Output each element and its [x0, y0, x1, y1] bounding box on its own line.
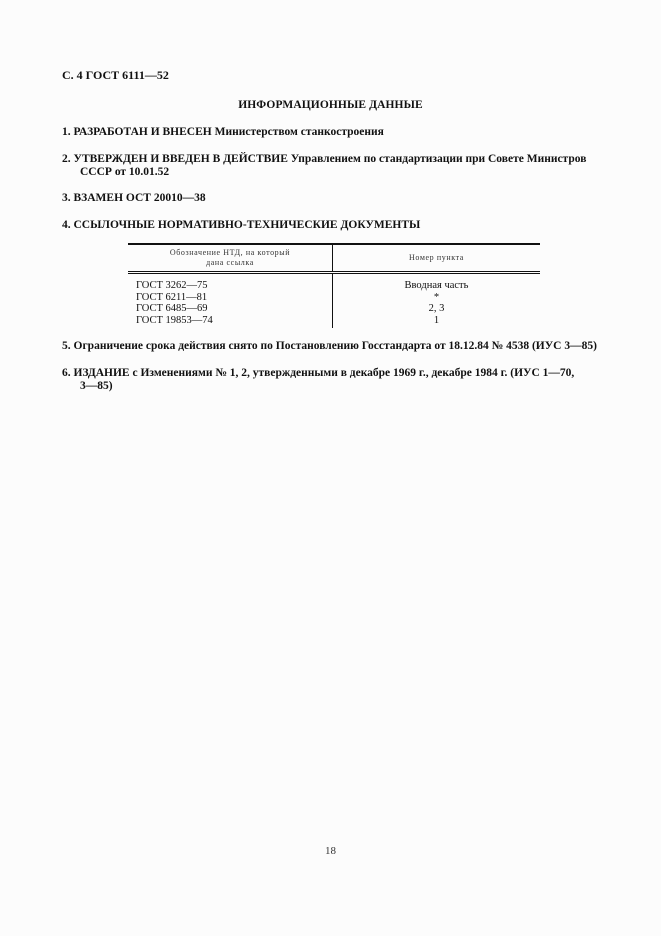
item-1-label: 1. РАЗРАБОТАН И ВНЕСЕН: [62, 126, 212, 138]
table-cell-clause: *: [433, 291, 440, 303]
table-cell-clause: Вводная часть: [404, 280, 469, 291]
table-body: [128, 273, 540, 329]
item-2: [62, 153, 586, 165]
page-header: С. 4 ГОСТ 6111—52: [62, 68, 169, 82]
table-cell-doc: ГОСТ 3262—75: [136, 280, 208, 291]
table-cell-doc: ГОСТ 6211—81: [136, 291, 208, 303]
section-title: ИНФОРМАЦИОННЫЕ ДАННЫЕ: [238, 99, 423, 111]
item-6-line2: 3—85): [80, 380, 113, 392]
item-1-text: Министерством станкостроения: [214, 126, 384, 138]
item-4: 4. ССЫЛОЧНЫЕ НОРМАТИВНО-ТЕХНИЧЕСКИЕ ДОКУМЕНТЫ: [62, 219, 421, 231]
header-col1-line2: дана ссылка: [206, 258, 254, 267]
table-cell-clause: 1: [433, 314, 440, 326]
item-6: 6. ИЗДАНИЕ с Изменениями № 1, 2, утвержденными в декабре 1969 г., декабре 1984 г. (ИУС 1—70,: [62, 367, 575, 379]
item-2-text: Управлением по стандартизации при Совете Министров: [290, 153, 587, 165]
item-3: 3. ВЗАМЕН ОСТ 20010—38: [62, 192, 206, 204]
item-5: 5. Ограничение срока действия снято по Постановлению Госстандарта от 18.12.84 № 4538 (ИУС 3—85): [62, 340, 597, 352]
item-2-line2: СССР от 10.01.52: [80, 166, 170, 178]
table-cell-doc: ГОСТ 19853—74: [136, 314, 213, 326]
table-header-clause: Номер пункта: [333, 244, 541, 273]
header-col1-line1: Обозначение НТД, на который: [169, 248, 291, 257]
doc-column: [128, 273, 333, 329]
item-1: [62, 126, 384, 138]
page-number: 18: [325, 845, 336, 857]
table-header-document: [128, 244, 333, 273]
clause-column: [333, 273, 541, 329]
reference-documents-table: [128, 243, 540, 328]
table-cell-doc: ГОСТ 6485—69: [136, 303, 208, 314]
table-cell-clause: 2, 3: [428, 303, 445, 314]
item-2-label: 2. УТВЕРЖДЕН И ВВЕДЕН В ДЕЙСТВИЕ: [62, 153, 288, 165]
